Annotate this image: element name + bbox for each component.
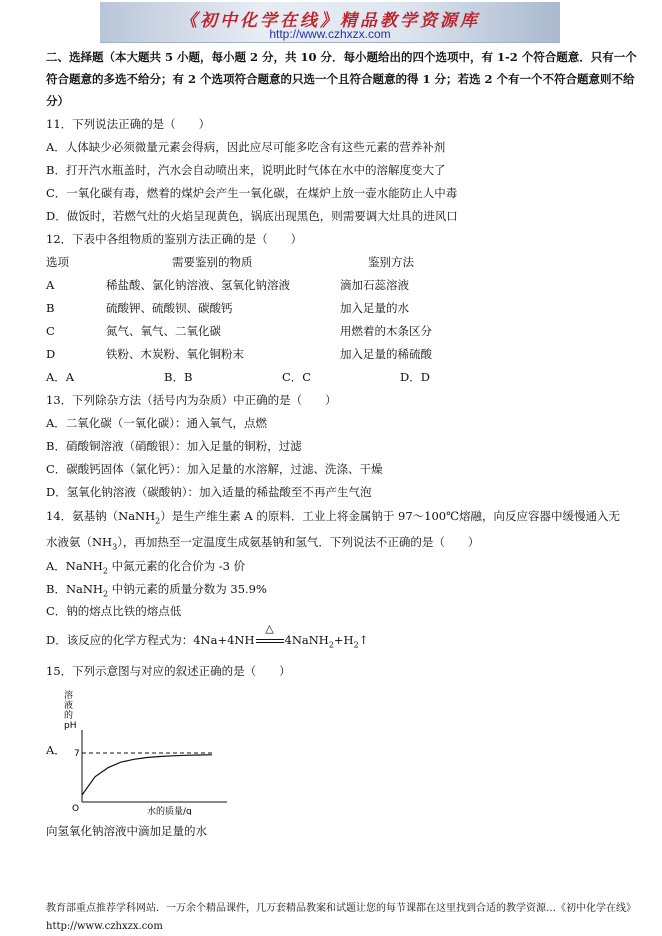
- q14-option-part: +H: [333, 633, 354, 647]
- subscript: 2: [102, 566, 108, 576]
- y-axis-label-char: pH: [64, 721, 77, 731]
- q14-stem-line1: [46, 506, 620, 526]
- footer-text: 教育部重点推荐学科网站．一万余个精品课件，几万套精品教案和试题让您的每节课都在这里找到合适的教学资源…《初中化学在线》http://www.czhxzx.com: [46, 903, 636, 932]
- table-header-option: 选项: [46, 255, 69, 269]
- table-cell: D: [46, 347, 56, 361]
- q11-option-b: B．打开汽水瓶盖时，汽水会自动喷出来，说明此时气体在水中的溶解度变大了: [46, 163, 446, 177]
- table-cell: A: [46, 278, 55, 292]
- q15-caption: 向氢氧化钠溶液中滴加足量的水: [46, 824, 207, 838]
- q15-option-letter: A．: [46, 743, 66, 757]
- table-cell: 加入足量的水: [340, 301, 409, 315]
- q14-option-a: [46, 556, 245, 576]
- banner-title: 《初中化学在线》精品教学资源库: [180, 11, 480, 31]
- q13-option-d: D．氢氧化钠溶液（碳酸钠）：加入适量的稀盐酸至不再产生气泡: [46, 485, 372, 499]
- q14-stem-part: ），再加热至一定温度生成氨基钠和氢气．下列说法不正确的是（ ）: [117, 535, 480, 549]
- table-cell: 铁粉、木炭粉、氧化铜粉末: [106, 347, 244, 361]
- q14-stem-line2: [46, 532, 479, 552]
- ph-curve: [82, 755, 212, 795]
- q14-option-part: 中氮元素的化合价为 -3 价: [107, 559, 246, 573]
- subscript: 2: [353, 640, 359, 650]
- q11-option-a: A．人体缺少必须微量元素会得病，因此应尽可能多吃含有这些元素的营养补剂: [46, 140, 446, 154]
- table-cell: 用燃着的木条区分: [340, 324, 432, 338]
- q12-answer-b: B．B: [164, 370, 193, 384]
- q14-stem-part: 水液氨（NH: [46, 535, 113, 549]
- q14-option-d: [46, 622, 369, 650]
- q12-answer-a: A．A: [46, 370, 75, 384]
- origin-label: O: [72, 804, 80, 814]
- q14-option-part: 中钠元素的质量分数为 35.9%: [108, 582, 267, 596]
- section-header: 二、选择题（本大题共 5 小题，每小题 2 分，共 10 分．每小题给出的四个选项中，有 1-2 个符合题意．只有一个符合题意的多选不给分；有 2 个选项符合题意的只选一个且符合题意的得 1 分；若选 2 个有一个不符合题意则不给分）: [46, 50, 637, 108]
- table-cell: 滴加石蕊溶液: [340, 278, 409, 292]
- table-cell: 硫酸钾、硫酸钡、碳酸钙: [106, 301, 233, 315]
- q14-option-c: C．钠的熔点比铁的熔点低: [46, 604, 182, 618]
- header-banner: [100, 2, 560, 43]
- q11-option-c: C．一氧化碳有毒，燃着的煤炉会产生一氧化碳，在煤炉上放一壶水能防止人中毒: [46, 186, 458, 200]
- heat-symbol: △: [265, 622, 274, 635]
- table-header-method: 鉴别方法: [368, 255, 414, 269]
- q11-option-d: D．做饭时，若燃气灶的火焰呈现黄色，锅底出现黑色，则需要调大灶具的进风口: [46, 209, 458, 223]
- subscript: 2: [155, 516, 161, 526]
- q14-option-b: [46, 579, 267, 599]
- q14-stem-part: 14．氨基钠（NaNH: [46, 509, 156, 523]
- q13-option-b: B．硝酸铜溶液（硝酸银）：加入足量的铜粉，过滤: [46, 439, 302, 453]
- equals-sign: [256, 639, 284, 643]
- q12-answer-c: C．C: [282, 370, 312, 384]
- q14-option-part: D．该反应的化学方程式为：4Na+4NH: [46, 633, 255, 647]
- q12-stem: 12．下表中各组物质的鉴别方法正确的是（ ）: [46, 232, 303, 246]
- q13-option-a: A．二氧化碳（一氧化碳）：通入氧气，点燃: [46, 416, 268, 430]
- q13-option-c: C．碳酸钙固体（氯化钙）：加入足量的水溶解，过滤、洗涤、干燥: [46, 462, 383, 476]
- banner-url[interactable]: http://www.czhxzx.com: [269, 27, 391, 41]
- subscript: 3: [112, 542, 118, 552]
- q12-answer-d: D．D: [400, 370, 430, 384]
- q13-stem: 13．下列除杂方法（括号内为杂质）中正确的是（ ）: [46, 393, 337, 407]
- reference-line-label: 7: [74, 749, 80, 759]
- subscript: 2: [102, 589, 109, 599]
- table-cell: B: [46, 301, 55, 315]
- y-axis-label-char: 的: [64, 711, 74, 721]
- table-cell: 稀盐酸、氯化钠溶液、氢氧化钠溶液: [106, 278, 290, 292]
- q15-stem: 15．下列示意图与对应的叙述正确的是（ ）: [46, 664, 291, 678]
- ph-chart: [62, 690, 232, 815]
- x-axis-label: 水的质量/g: [147, 807, 192, 815]
- q11-stem: 11．下列说法正确的是（ ）: [46, 117, 211, 131]
- q14-stem-part: ）是生产维生素 A 的原料．工业上将金属钠于 97～100℃熔融，向反应容器中缓慢通入无: [160, 509, 620, 523]
- q14-option-part: ↑: [358, 633, 369, 647]
- table-cell: C: [46, 324, 55, 338]
- y-axis-label-char: 溶: [64, 691, 74, 701]
- reaction-arrow: [255, 622, 285, 650]
- table-cell: 氮气、氧气、二氧化碳: [106, 324, 221, 338]
- ylabel-group: [64, 690, 76, 731]
- q14-option-part: B．NaNH: [46, 582, 103, 596]
- y-axis-label-char: 液: [64, 701, 74, 711]
- q14-option-part: 4NaNH: [284, 633, 329, 647]
- table-cell: 加入足量的稀硫酸: [340, 347, 432, 361]
- q14-option-part: A．NaNH: [46, 559, 103, 573]
- subscript: 2: [328, 640, 334, 650]
- table-header-substances: 需要鉴别的物质: [172, 255, 253, 269]
